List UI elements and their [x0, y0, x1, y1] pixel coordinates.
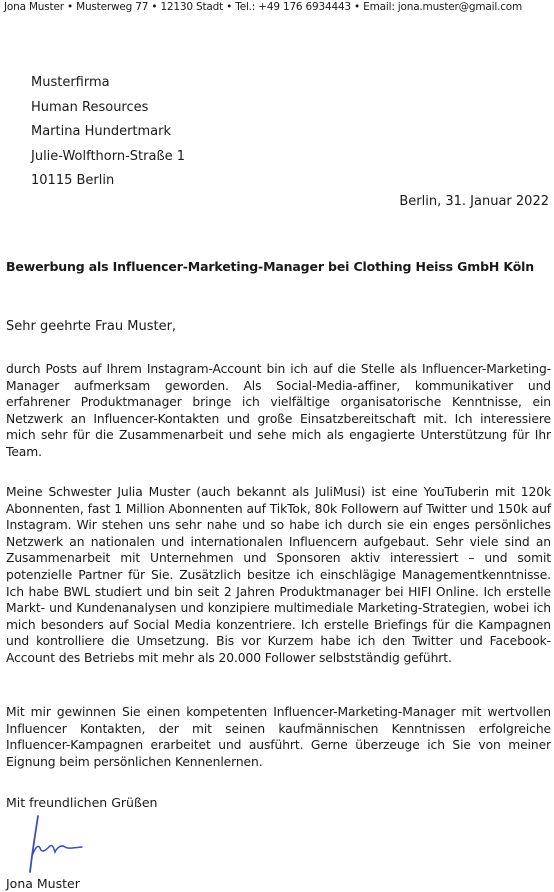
letter-subject: Bewerbung als Influencer-Marketing-Manager bei Clothing Heiss GmbH Köln: [6, 259, 535, 274]
recipient-address: [31, 71, 185, 194]
recipient-street: Julie-Wolfthorn-Straße 1: [31, 148, 186, 164]
sender-contact-line: Jona Muster • Musterweg 77 • 12130 Stadt • Tel.: +49 176 6934443 • Email: jona.muster@gmail.com: [4, 1, 523, 13]
recipient-person: Martina Hundertmark: [31, 124, 172, 139]
closing-phrase: Mit freundlichen Grüßen: [6, 795, 158, 810]
body-paragraph-3: Mit mir gewinnen Sie einen kompetenten Influencer-Marketing-Manager mit wertvollen Influencer Kontakten, der mit seinen kaufmännischen Kenntnissen erfolgreiche Influencer-Kampagnen erarbeitet und ausführt. Gerne überzeuge ich Sie von meiner Eignung beim persönlichen Kennenlernen.: [6, 705, 551, 769]
body-paragraph-2: Meine Schwester Julia Muster (auch bekannt als JuliMusi) ist eine YouTuberin mit 120k Abonnenten, fast 1 Million Abonnenten auf TikTok, 80k Followern auf Twitter und 150k auf Instagram. Wir stehen uns sehr nahe und so habe ich durch sie ein enges persönliches Netzwerk an nationalen und internationalen Influencern aufgebaut. Sehr viele sind an Zusammenarbeit mit Unternehmen und Sponsoren aktiv interessiert – und somit potenzielle Partner für Sie. Zusätzlich besitze ich einschlägige Managementkenntnisse. Ich habe BWL studiert und bin seit 2 Jahren Produktmanager bei HIFI Online. Ich erstelle Markt- und Kundenanalysen und konzipiere multimediale Marketing-Strategien, wobei ich mich besonders auf Social Media konzentriere. Ich erstelle Briefings für die Kampagnen und kontrolliere die Umsetzung. Bis vor Kurzem habe ich den Twitter und Facebook-Account des Betriebs mit mehr als 20.000 Follower selbstständig geführt.: [6, 485, 551, 665]
recipient-city: 10115 Berlin: [31, 173, 115, 188]
signer-name: Jona Muster: [6, 876, 80, 891]
letter-date: Berlin, 31. Januar 2022: [399, 194, 549, 209]
recipient-department: Human Resources: [31, 99, 149, 115]
salutation: Sehr geehrte Frau Muster,: [6, 319, 177, 334]
body-paragraph-1: durch Posts auf Ihrem Instagram-Account bin ich auf die Stelle als Influencer-Marketing-Manager aufmerksam geworden. Als Social-Media-affiner, kommunikativer und erfahrener Produktmanager bringe ich vielfältige organisatorische Kenntnisse, ein Netzwerk an Influencer-Kontakten und große Einsatzbereitschaft mit. Ich interessiere mich sehr für die Zusammenarbeit und sehe mich als engagierte Unterstützung für Ihr Team.: [6, 362, 551, 459]
handwritten-signature: [24, 808, 94, 878]
recipient-company: Musterfirma: [31, 75, 110, 90]
